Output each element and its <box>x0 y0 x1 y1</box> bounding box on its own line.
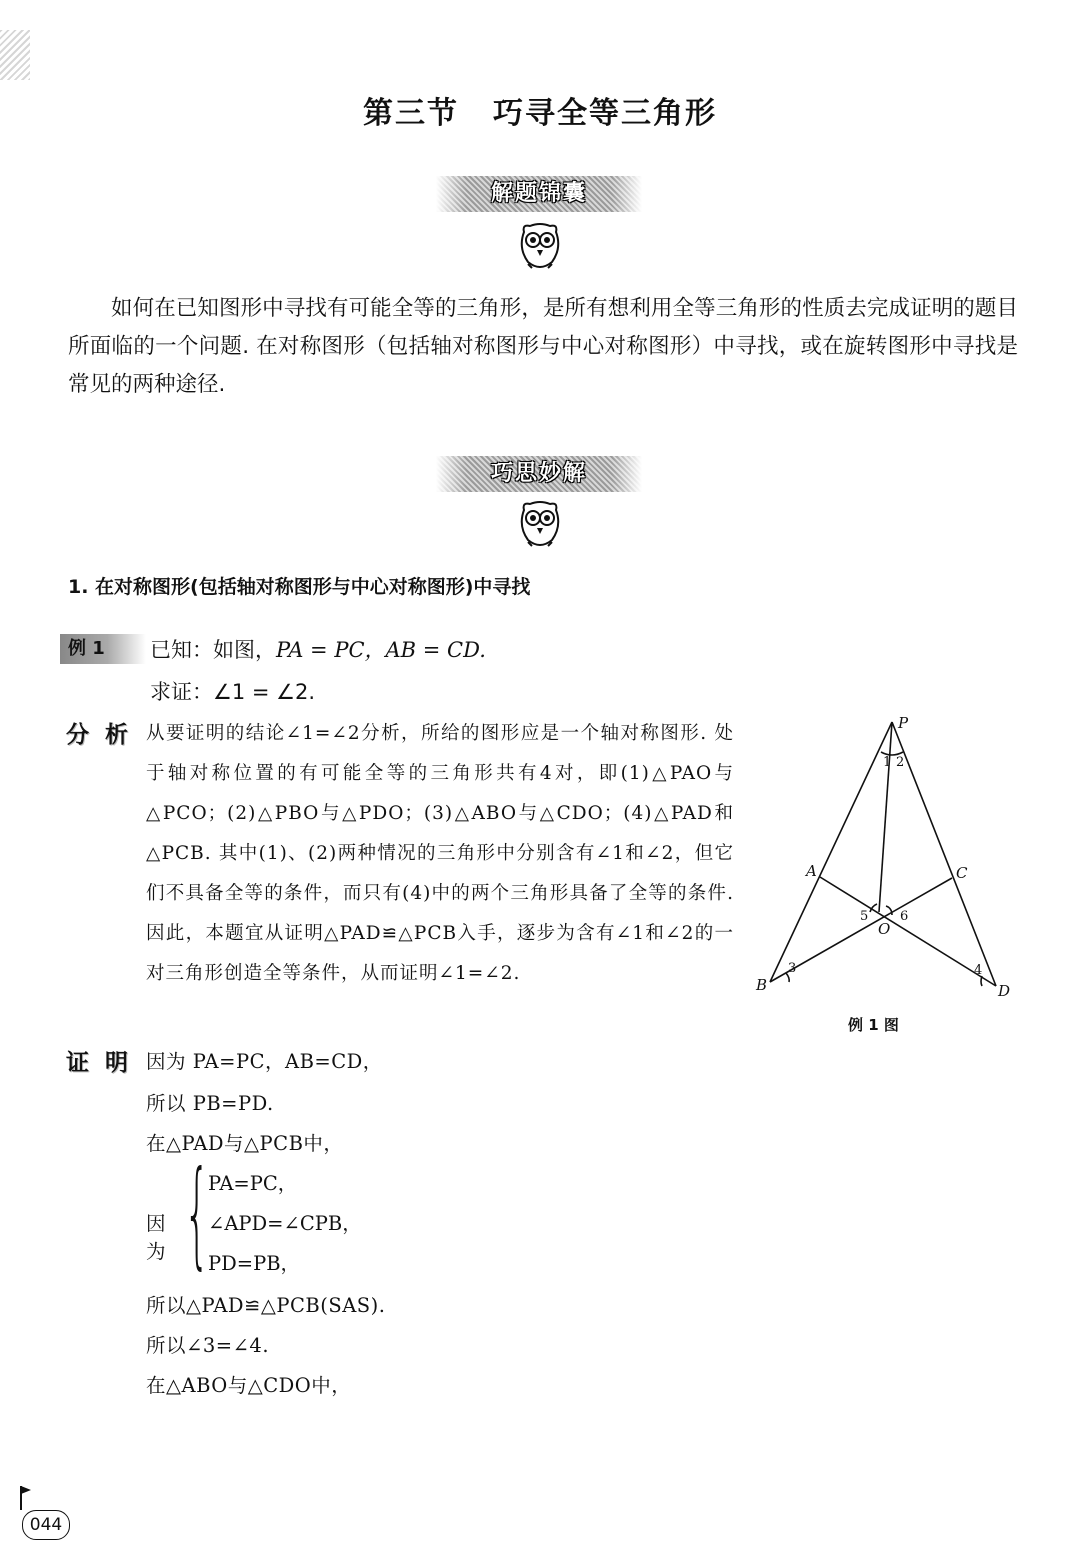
example-given <box>150 634 486 664</box>
subheading: 1. 在对称图形(包括轴对称图形与中心对称图形)中寻找 <box>68 576 531 598</box>
banner-tips: 解题锦囊 <box>436 176 642 212</box>
label-A: A <box>806 862 817 880</box>
label-D: D <box>998 982 1011 1000</box>
proof-line-5: 所以∠3=∠4. <box>146 1334 270 1357</box>
angle-3: 3 <box>788 961 797 976</box>
angle-2: 2 <box>896 755 905 770</box>
prove-prefix: 求证： <box>150 680 213 704</box>
brace-line-3: PD=PB， <box>208 1252 301 1275</box>
example-tag: 例 1 <box>60 634 146 664</box>
page-number: 044 <box>22 1510 70 1540</box>
line-AD <box>820 877 996 986</box>
label-B: B <box>756 976 768 994</box>
analysis-text: 从要证明的结论∠1=∠2分析，所给的图形应是一个轴对称图形. 处于轴对称位置的有可能全等的三角形共有4对，即(1)△PAO与△PCO；(2)△PBO与△PDO；(3)△ABO与△CDO；(4)△PAD和△PCB. 其中(1)、(2)两种情况的三角形中分别含有∠1和∠2，但它们不具备全等的条件，而只有(4)中的两个三角形具备了全等的条件. 因此，本题宜从证明△PAD≌△PCB入手，逐步为含有∠1和∠2的一对三角形创造全等条件，从而证明∠1=∠2. <box>146 723 734 984</box>
because-label: 因为 <box>146 1212 166 1263</box>
angle-4: 4 <box>974 963 983 978</box>
line-PO <box>879 722 892 912</box>
proof-tag: 证 明 <box>66 1050 133 1076</box>
intro-paragraph: 如何在已知图形中寻找有可能全等的三角形，是所有想利用全等三角形的性质去完成证明的题目所面临的一个问题. 在对称图形（包括轴对称图形与中心对称图形）中寻找，或在旋转图形中寻找是常见的两种途径. <box>68 296 1018 397</box>
owl-icon-2 <box>518 500 562 548</box>
example-prove <box>150 676 315 706</box>
proof-line-1: 因为 PA=PC，AB=CD， <box>146 1050 383 1073</box>
analysis-tag: 分 析 <box>66 722 133 748</box>
line-CB <box>770 878 952 982</box>
figure-caption: 例 1 图 <box>848 1016 899 1034</box>
brace-icon: { <box>184 1146 210 1281</box>
label-P: P <box>898 714 909 732</box>
section-title <box>0 88 1080 132</box>
label-O: O <box>878 920 891 938</box>
angle-6: 6 <box>900 909 909 924</box>
proof-line-4: 所以△PAD≌△PCB(SAS). <box>146 1294 386 1317</box>
given-math: PA = PC，AB = CD. <box>276 638 486 662</box>
line-PD <box>892 722 996 986</box>
brace-line-2: ∠APD=∠CPB， <box>208 1212 362 1235</box>
given-prefix: 已知：如图， <box>150 638 276 662</box>
angle-1: 1 <box>883 755 892 770</box>
label-C: C <box>956 864 968 882</box>
flag-icon <box>18 1484 32 1510</box>
scan-corner-mark <box>0 30 30 80</box>
proof-line-3: 在△PAD与△PCB中， <box>146 1132 344 1155</box>
intro-text <box>68 290 1018 404</box>
section-name: 巧寻全等三角形 <box>493 96 717 131</box>
geometry-figure <box>752 710 1024 1010</box>
banner-methods: 巧思妙解 <box>436 456 642 492</box>
section-number: 第三节 <box>363 96 459 131</box>
line-PB <box>770 722 892 982</box>
angle-5: 5 <box>860 909 869 924</box>
brace-line-1: PA=PC， <box>208 1172 298 1195</box>
proof-line-2: 所以 PB=PD. <box>146 1092 274 1115</box>
prove-math: ∠1 = ∠2. <box>213 680 315 704</box>
proof-line-6: 在△ABO与△CDO中， <box>146 1374 352 1397</box>
owl-icon <box>518 222 562 270</box>
